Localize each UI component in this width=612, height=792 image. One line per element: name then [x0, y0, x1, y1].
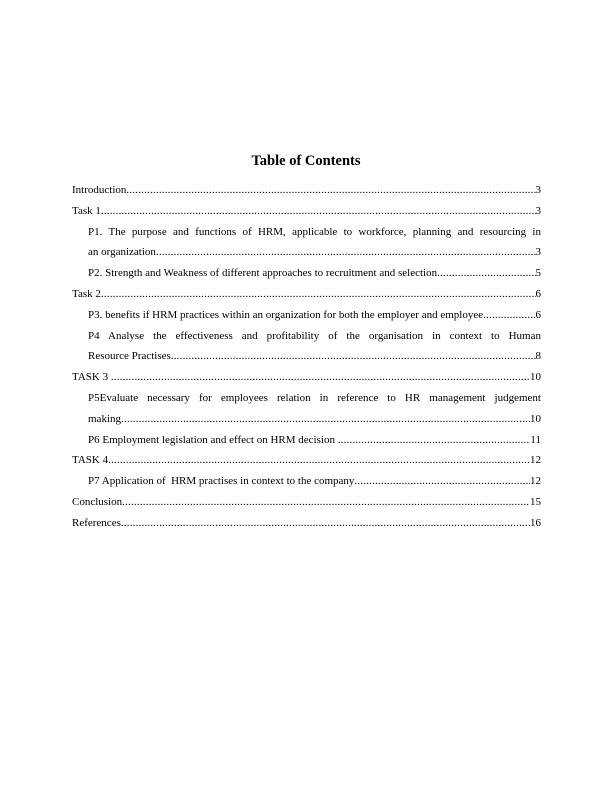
toc-page-number: 6	[535, 308, 541, 321]
toc-entry-conclusion[interactable]	[72, 492, 541, 513]
toc-entry-text: P3. benefits if HRM practices within an organization for both the employer and employee	[88, 308, 484, 321]
toc-entry-text-line-1: P1. The purpose and functions of HRM, applicable to workforce, planning and resourcing in	[88, 225, 541, 238]
toc-page-number: 12	[530, 475, 541, 488]
dot-leader	[171, 346, 536, 367]
toc-entry-task-2[interactable]	[72, 284, 541, 305]
dot-leader	[483, 305, 535, 326]
toc-entry-p1[interactable]	[72, 222, 541, 264]
table-of-contents	[72, 180, 541, 534]
dot-leader	[121, 409, 530, 430]
toc-entry-text: P7 Application of HRM practises in context to the company	[88, 475, 355, 488]
toc-entry-text: TASK 3	[72, 371, 111, 384]
toc-entry-p2[interactable]	[72, 263, 541, 284]
toc-entry-task-4[interactable]	[72, 450, 541, 471]
toc-page-number: 3	[535, 204, 541, 217]
dot-leader	[126, 180, 535, 201]
toc-page-number: 11	[530, 433, 541, 446]
toc-page-number: 3	[535, 246, 541, 259]
dot-leader	[101, 284, 536, 305]
dot-leader	[437, 263, 535, 284]
dot-leader	[122, 492, 530, 513]
toc-entry-references[interactable]	[72, 513, 541, 534]
toc-entry-text: Conclusion	[72, 495, 123, 508]
toc-entry-text: Task 1	[72, 204, 101, 217]
toc-page-number: 12	[530, 454, 541, 467]
toc-page-number: 15	[530, 495, 541, 508]
toc-entry-p3[interactable]	[72, 305, 541, 326]
dot-leader	[101, 201, 536, 222]
toc-page-number: 6	[535, 287, 541, 300]
toc-entry-introduction[interactable]	[72, 180, 541, 201]
toc-page-number: 10	[530, 371, 541, 384]
toc-entry-text: P6 Employment legislation and effect on HRM decision	[88, 433, 338, 446]
dot-leader	[338, 430, 531, 451]
toc-entry-p4[interactable]	[72, 326, 541, 368]
toc-page-number: 8	[535, 350, 541, 363]
dot-leader	[111, 367, 530, 388]
toc-entry-text: Introduction	[72, 184, 127, 196]
toc-entry-text: TASK 4	[72, 454, 109, 467]
toc-entry-p6[interactable]	[72, 430, 541, 451]
toc-entry-text: Task 2	[72, 287, 101, 300]
toc-entry-text: References	[72, 516, 121, 529]
dot-leader	[121, 513, 530, 534]
toc-entry-task-3[interactable]	[72, 367, 541, 388]
toc-page-number: 16	[530, 516, 541, 529]
toc-entry-text: making	[88, 412, 121, 425]
toc-entry-text: Resource Practises	[88, 350, 171, 363]
toc-page-number: 3	[535, 184, 541, 196]
toc-entry-p7[interactable]	[72, 471, 541, 492]
toc-entry-p5[interactable]	[72, 388, 541, 430]
toc-entry-task-1[interactable]	[72, 201, 541, 222]
toc-title: Table of Contents	[251, 153, 361, 169]
toc-page-number: 5	[535, 267, 541, 280]
toc-entry-text-line-1: P5Evaluate necessary for employees relation in reference to HR management judgement	[88, 391, 541, 404]
toc-entry-text-line-1: P4 Analyse the effectiveness and profitability of the organisation in context to Human	[88, 329, 541, 342]
toc-entry-text: P2. Strength and Weakness of different approaches to recruitment and selection	[88, 267, 438, 280]
toc-entry-text: an organization	[88, 246, 156, 259]
dot-leader	[354, 471, 530, 492]
toc-page-number: 10	[530, 412, 541, 425]
dot-leader	[108, 450, 530, 471]
dot-leader	[156, 242, 536, 263]
